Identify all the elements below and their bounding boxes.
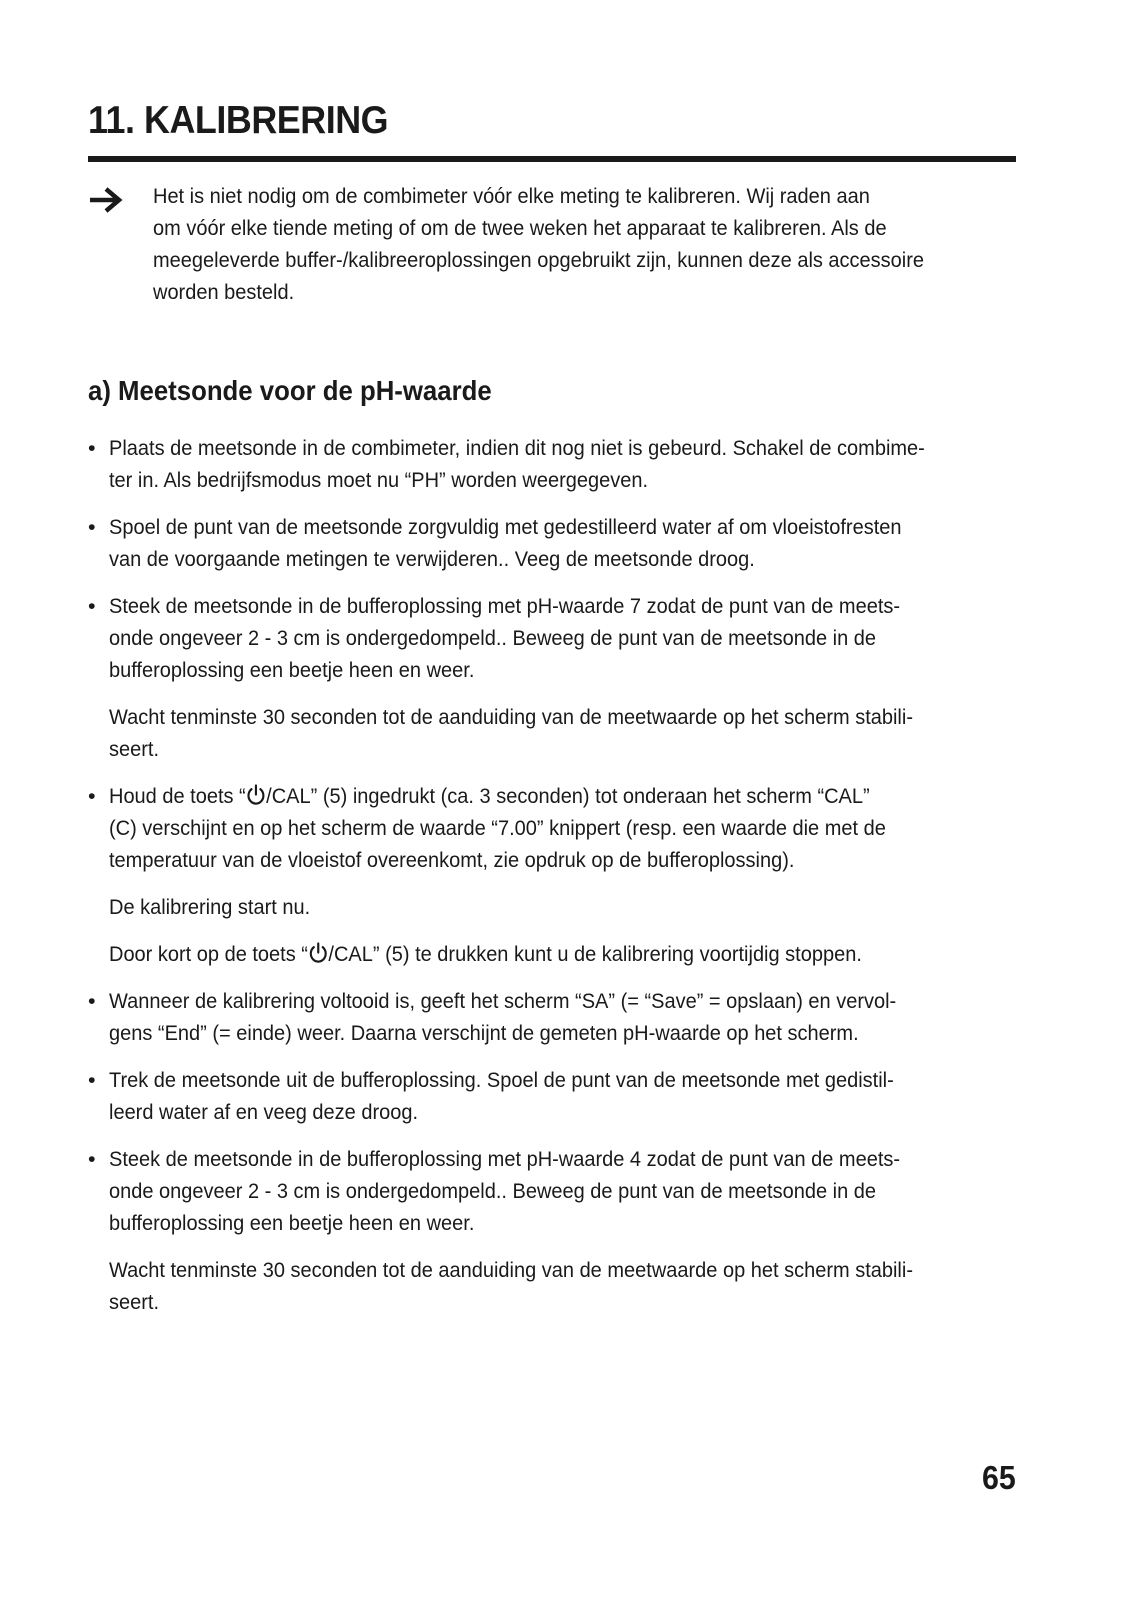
list-item (88, 985, 1018, 1049)
item-line: temperatuur van de vloeistof overeenkomt, zie opdruk op de bufferoplossing). (109, 848, 795, 872)
item-line: seert. (109, 737, 160, 761)
power-icon (246, 784, 266, 806)
item-line: Steek de meetsonde in de bufferoplossing met pH-waarde 7 zodat de punt van de meets- (109, 594, 901, 618)
bullet: • (88, 436, 96, 460)
item-line: Spoel de punt van de meetsonde zorgvuldig met gedestilleerd water af om vloeistofresten (109, 515, 902, 539)
list-item (88, 780, 1018, 876)
bullet: • (88, 515, 96, 539)
text-fragment: Houd de toets “ (109, 784, 246, 808)
note-line: worden besteld. (153, 280, 295, 304)
item-line: onde ongeveer 2 - 3 cm is ondergedompeld.. Beweeg de punt van de meetsonde in de (109, 1179, 877, 1203)
item-line: Plaats de meetsonde in de combimeter, indien dit nog niet is gebeurd. Schakel de combime- (109, 436, 925, 460)
page-number: 65 (982, 1459, 1016, 1496)
note-line: meegeleverde buffer-/kalibreeroplossingen opgebruikt zijn, kunnen deze als accessoire (153, 248, 925, 272)
bullet: • (88, 1068, 96, 1092)
chapter-title: 11. KALIBRERING (88, 99, 389, 142)
title-divider (88, 156, 1016, 162)
continuation-paragraph (88, 938, 1018, 970)
note-text (153, 180, 1018, 308)
bullet: • (88, 594, 96, 618)
item-line: gens “End” (= einde) weer. Daarna verschijnt de gemeten pH-waarde op het scherm. (109, 1021, 859, 1045)
power-icon (308, 942, 328, 964)
item-line (109, 780, 1011, 812)
item-line: onde ongeveer 2 - 3 cm is ondergedompeld.. Beweeg de punt van de meetsonde in de (109, 626, 877, 650)
item-line: leerd water af en veeg deze droog. (109, 1100, 419, 1124)
note-line: om vóór elke tiende meting of om de twee weken het apparaat te kalibreren. Als de (153, 216, 887, 240)
item-line: Trek de meetsonde uit de bufferoplossing. Spoel de punt van de meetsonde met gedistil- (109, 1068, 894, 1092)
section-title: a) Meetsonde voor de pH-waarde (88, 375, 492, 406)
continuation-paragraph (88, 701, 1018, 765)
item-line: bufferoplossing een beetje heen en weer. (109, 658, 475, 682)
bullet: • (88, 784, 96, 808)
item-line: ter in. Als bedrijfsmodus moet nu “PH” worden weergegeven. (109, 468, 649, 492)
item-line: bufferoplossing een beetje heen en weer. (109, 1211, 475, 1235)
item-line: Steek de meetsonde in de bufferoplossing met pH-waarde 4 zodat de punt van de meets- (109, 1147, 901, 1171)
item-line (109, 938, 1011, 970)
list-item (88, 590, 1018, 686)
item-line: seert. (109, 1290, 160, 1314)
item-line: De kalibrering start nu. (109, 895, 311, 919)
list-item (88, 432, 1018, 496)
arrow-right-icon (88, 186, 128, 214)
item-line: Wacht tenminste 30 seconden tot de aanduiding van de meetwaarde op het scherm stabili- (109, 705, 913, 729)
instruction-list (88, 432, 1018, 1333)
item-line: Wanneer de kalibrering voltooid is, geeft het scherm “SA” (= “Save” = opslaan) en vervol- (109, 989, 897, 1013)
continuation-paragraph (88, 891, 1018, 923)
text-fragment: /CAL” (5) ingedrukt (ca. 3 seconden) tot onderaan het scherm “CAL” (266, 784, 870, 808)
item-line: (C) verschijnt en op het scherm de waarde “7.00” knippert (resp. een waarde die met de (109, 816, 886, 840)
continuation-paragraph (88, 1254, 1018, 1318)
text-fragment: /CAL” (5) te drukken kunt u de kalibrering voortijdig stoppen. (328, 942, 862, 966)
text-fragment: Door kort op de toets “ (109, 942, 308, 966)
item-line: van de voorgaande metingen te verwijderen.. Veeg de meetsonde droog. (109, 547, 755, 571)
bullet: • (88, 989, 96, 1013)
list-item (88, 1143, 1018, 1239)
list-item (88, 511, 1018, 575)
list-item (88, 1064, 1018, 1128)
bullet: • (88, 1147, 96, 1171)
note-block (88, 180, 1016, 308)
item-line: Wacht tenminste 30 seconden tot de aanduiding van de meetwaarde op het scherm stabili- (109, 1258, 913, 1282)
note-line: Het is niet nodig om de combimeter vóór elke meting te kalibreren. Wij raden aan (153, 184, 870, 208)
